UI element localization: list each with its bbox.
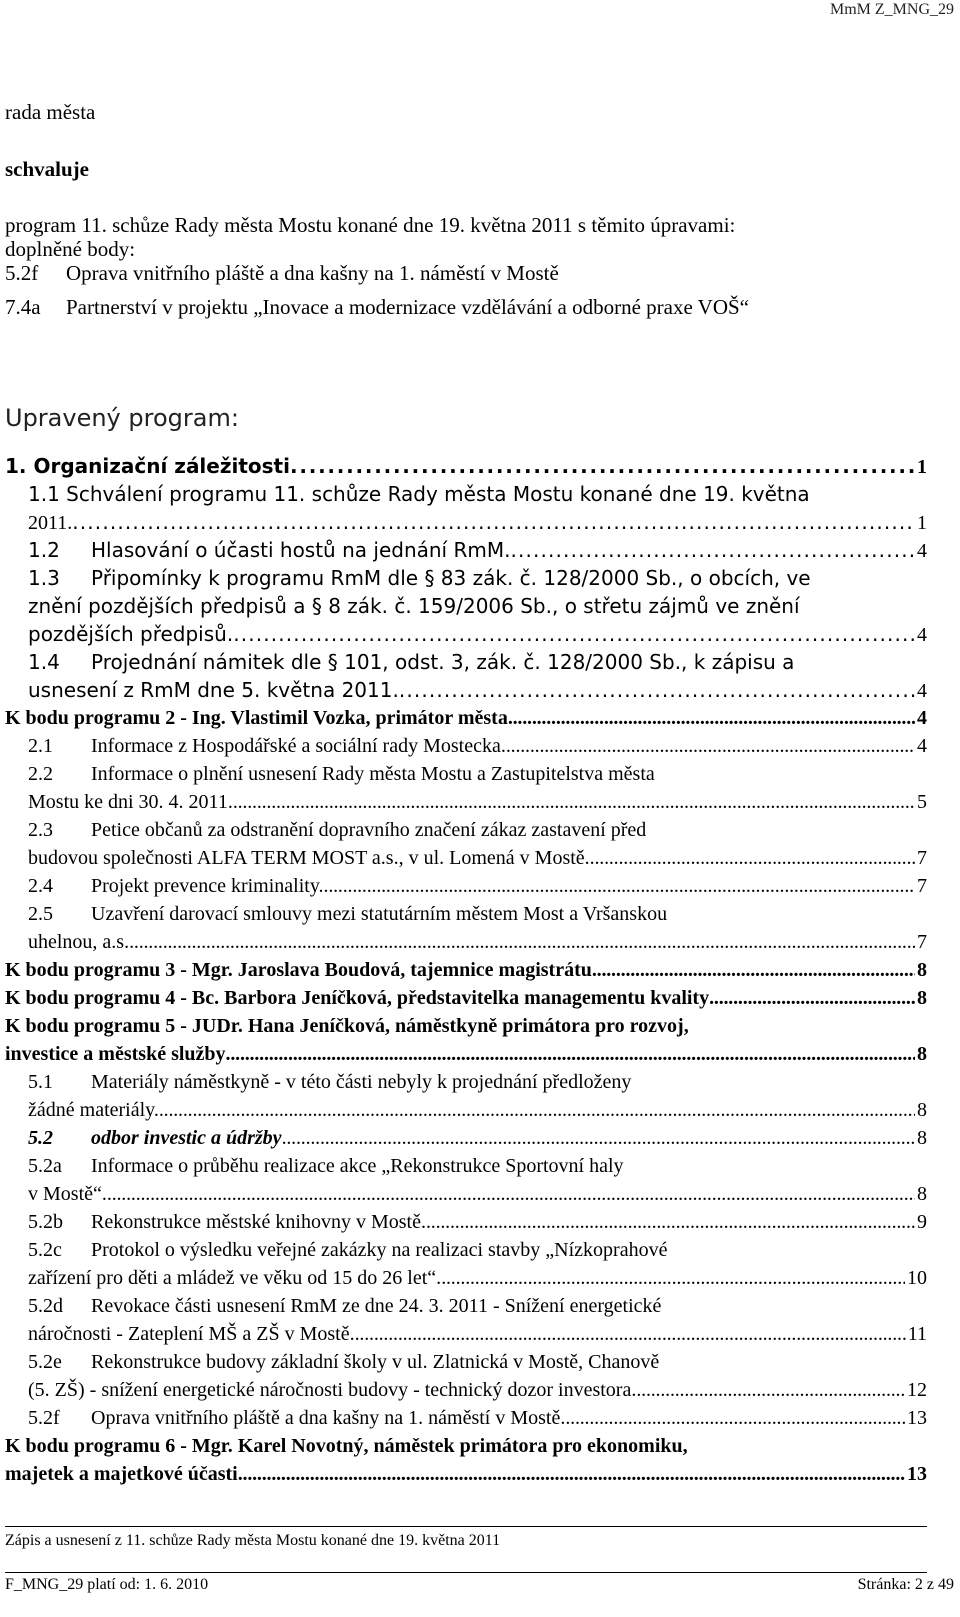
toc-entry-number: 2.4 xyxy=(28,875,53,897)
toc-entry-title: K bodu programu 3 - Mgr. Jaroslava Boudová, tajemnice magistrátu xyxy=(5,959,592,981)
toc-entry-title: K bodu programu 2 - Ing. Vlastimil Vozka, primátor města xyxy=(5,707,508,729)
toc-entry-title: Rekonstrukce městské knihovny v Mostě. xyxy=(91,1211,426,1233)
added-item xyxy=(5,261,559,285)
toc-entry-continuation[interactable] xyxy=(5,676,927,704)
toc-entry-continuation[interactable] xyxy=(5,1040,927,1068)
toc-entry[interactable] xyxy=(5,1404,927,1432)
toc-entry[interactable] xyxy=(5,1124,927,1152)
toc-leader xyxy=(282,1124,915,1152)
toc-entry[interactable] xyxy=(5,1068,927,1096)
toc-page-number: 5 xyxy=(917,791,927,813)
toc-page-number: 8 xyxy=(917,1099,927,1121)
toc-entry-title: Revokace části usnesení RmM ze dne 24. 3. 2011 - Snížení energetické xyxy=(91,1295,662,1317)
toc-entry[interactable] xyxy=(5,1152,927,1180)
toc-entry-title: Oprava vnitřního pláště a dna kašny na 1. náměstí v Mostě. xyxy=(91,1407,566,1429)
toc-entry[interactable] xyxy=(5,872,927,900)
toc-page-number: 13 xyxy=(907,1463,927,1485)
toc-leader xyxy=(510,536,915,564)
toc-page-number: 8 xyxy=(917,987,927,1009)
toc-page-number: 4 xyxy=(917,680,927,702)
toc-leader xyxy=(226,1040,915,1068)
toc-leader xyxy=(508,704,915,732)
toc-entry-title: majetek a majetkové účasti xyxy=(5,1463,238,1485)
toc-entry-continuation[interactable] xyxy=(5,788,927,816)
toc-entry-title: Mostu ke dni 30. 4. 2011. xyxy=(28,791,233,813)
footer-divider xyxy=(5,1526,927,1527)
added-item xyxy=(5,295,749,319)
toc-entry[interactable] xyxy=(5,984,927,1012)
toc-page-number: 11 xyxy=(907,1323,927,1345)
toc-entry-title: 1.1 Schválení programu 11. schůze Rady města Mostu konané dne 19. května xyxy=(28,482,810,506)
toc-page-number: 7 xyxy=(917,931,927,953)
toc-entry-continuation[interactable] xyxy=(5,1264,927,1292)
toc-entry-title: pozdějších předpisů. xyxy=(28,622,234,646)
toc-page-number: 4 xyxy=(917,707,927,729)
added-item-number: 5.2f xyxy=(5,261,39,285)
toc-entry-continuation[interactable] xyxy=(5,508,927,536)
toc-entry-title: K bodu programu 4 - Bc. Barbora Jeníčková, představitelka managementu kvality xyxy=(5,987,710,1009)
toc-leader xyxy=(233,620,915,648)
toc-entry-title: Petice občanů za odstranění dopravního značení zákaz zastavení před xyxy=(91,819,647,841)
toc-entry-title: Hlasování o účasti hostů na jednání RmM. xyxy=(91,538,511,562)
toc-leader xyxy=(426,1208,915,1236)
footer-divider xyxy=(5,1572,927,1573)
toc-entry-number: 5.2b xyxy=(28,1211,63,1233)
toc-entry-number: 5.2d xyxy=(28,1295,63,1317)
toc-leader xyxy=(441,1264,905,1292)
footer-title: Zápis a usnesení z 11. schůze Rady města Mostu konané dne 19. května 2011 xyxy=(5,1532,501,1549)
toc-entry[interactable] xyxy=(5,1348,927,1376)
toc-leader xyxy=(590,844,915,872)
toc-entry-continuation[interactable] xyxy=(5,928,927,956)
toc-entry-title: K bodu programu 5 - JUDr. Hana Jeníčková, náměstkyně primátora pro rozvoj, xyxy=(5,1015,689,1037)
toc-entry-title: Připomínky k programu RmM dle § 83 zák. č. 128/2000 Sb., o obcích, ve xyxy=(91,566,811,590)
toc-entry-title: Protokol o výsledku veřejné zakázky na realizaci stavby „Nízkoprahové xyxy=(91,1239,668,1261)
toc-leader xyxy=(290,452,915,480)
toc-leader xyxy=(399,676,915,704)
toc-entry-title: K bodu programu 6 - Mgr. Karel Novotný, náměstek primátora pro ekonomiku, xyxy=(5,1435,688,1457)
toc-entry-number: 5.2c xyxy=(28,1239,62,1261)
toc-entry-title: (5. ZŠ) - snížení energetické náročnosti budovy - technický dozor investora. xyxy=(28,1379,637,1401)
toc-entry-number: 1.4 xyxy=(28,650,60,674)
toc-entry-title: odbor investic a údržby xyxy=(91,1127,282,1149)
toc-entry-number: 2.3 xyxy=(28,819,53,841)
toc-entry-title: Uzavření darovací smlouvy mezi statutárním městem Most a Vršanskou xyxy=(91,903,668,925)
toc-entry-title: náročnosti - Zateplení MŠ a ZŠ v Mostě. xyxy=(28,1323,355,1345)
added-items-label: doplněné body: xyxy=(5,237,136,261)
toc-entry-number: 2.2 xyxy=(28,763,53,785)
toc-page-number: 12 xyxy=(907,1379,927,1401)
toc-page-number: 8 xyxy=(917,1127,927,1149)
toc-page-number: 7 xyxy=(917,847,927,869)
toc-entry-continuation[interactable] xyxy=(5,1180,927,1208)
toc-entry-title: Rekonstrukce budovy základní školy v ul. Zlatnická v Mostě, Chanově xyxy=(91,1351,660,1373)
toc-entry-title: uhelnou, a.s. xyxy=(28,931,130,953)
toc-entry[interactable] xyxy=(5,816,927,844)
toc-leader xyxy=(355,1320,906,1348)
toc-entry-title: Informace o plnění usnesení Rady města Mostu a Zastupitelstva města xyxy=(91,763,655,785)
toc-page-number: 1 xyxy=(917,456,927,478)
toc-leader xyxy=(565,1404,905,1432)
toc-entry[interactable] xyxy=(5,760,927,788)
toc-entry[interactable] xyxy=(5,480,927,508)
toc-entry-continuation[interactable] xyxy=(5,1376,927,1404)
toc-page-number: 4 xyxy=(917,540,927,562)
toc-page-number: 1 xyxy=(917,512,927,534)
toc-entry-title: investice a městské služby xyxy=(5,1043,226,1065)
toc-entry-continuation[interactable] xyxy=(5,1460,927,1488)
toc-entry[interactable] xyxy=(5,900,927,928)
toc-entry-title: 1. Organizační záležitosti xyxy=(5,454,290,478)
toc-entry-continuation[interactable] xyxy=(5,620,927,648)
toc-entry[interactable] xyxy=(5,704,927,732)
toc-leader xyxy=(107,1180,915,1208)
document-code: MmM Z_MNG_29 xyxy=(829,1,954,18)
toc-leader xyxy=(324,872,915,900)
toc-entry-title: budovou společnosti ALFA TERM MOST a.s., v ul. Lomená v Mostě. xyxy=(28,847,590,869)
program-sentence: program 11. schůze Rady města Mostu konané dne 19. května 2011 s těmito úpravami: xyxy=(5,213,736,237)
toc-leader xyxy=(238,1460,905,1488)
toc-leader xyxy=(592,956,915,984)
toc-entry-number: 5.1 xyxy=(28,1071,53,1093)
toc-leader xyxy=(636,1376,905,1404)
toc-entry-title: 2011. xyxy=(28,512,73,534)
toc-entry-title: Informace o průběhu realizace akce „Rekonstrukce Sportovní haly xyxy=(91,1155,624,1177)
toc-entry-continuation[interactable] xyxy=(5,1096,927,1124)
toc-page-number: 10 xyxy=(907,1267,927,1289)
toc-entry-number: 2.5 xyxy=(28,903,53,925)
toc-entry-title: Projednání námitek dle § 101, odst. 3, zák. č. 128/2000 Sb., k zápisu a xyxy=(91,650,795,674)
toc-leader xyxy=(72,508,915,536)
toc-leader xyxy=(129,928,915,956)
toc-entry-number: 1.2 xyxy=(28,538,60,562)
toc-entry[interactable] xyxy=(5,1292,927,1320)
toc-entry-title: v Mostě“. xyxy=(28,1183,107,1205)
toc-page-number: 4 xyxy=(917,735,927,757)
toc-entry-number: 5.2e xyxy=(28,1351,62,1373)
revised-program-heading: Upravený program: xyxy=(5,404,239,432)
added-item-text: Partnerství v projektu „Inovace a modernizace vzdělávání a odborné praxe VOŠ“ xyxy=(66,295,750,319)
toc-page-number: 13 xyxy=(907,1407,927,1429)
toc-entry-continuation[interactable] xyxy=(5,592,927,620)
toc-leader xyxy=(233,788,915,816)
toc-leader xyxy=(709,984,915,1012)
toc-entry-title: Materiály náměstkyně - v této části nebyly k projednání předloženy xyxy=(91,1071,632,1093)
toc-entry-number: 5.2f xyxy=(28,1407,60,1429)
toc-page-number: 4 xyxy=(917,624,927,646)
toc-entry-number: 5.2 xyxy=(28,1127,53,1149)
toc-entry[interactable] xyxy=(5,1236,927,1264)
toc-entry-title: Informace z Hospodářské a sociální rady Mostecka. xyxy=(91,735,506,757)
toc-entry-title: zařízení pro děti a mládež ve věku od 15 do 26 let“. xyxy=(28,1267,442,1289)
toc-entry[interactable] xyxy=(5,1012,927,1040)
toc-entry[interactable] xyxy=(5,1208,927,1236)
toc-leader xyxy=(159,1096,915,1124)
toc-leader xyxy=(506,732,915,760)
toc-entry-title: usnesení z RmM dne 5. května 2011. xyxy=(28,678,399,702)
toc-page-number: 7 xyxy=(917,875,927,897)
toc-entry-continuation[interactable] xyxy=(5,844,927,872)
toc-entry-continuation[interactable] xyxy=(5,1320,927,1348)
toc-entry[interactable] xyxy=(5,732,927,760)
toc-entry[interactable] xyxy=(5,956,927,984)
toc-entry-title: znění pozdějších předpisů a § 8 zák. č. 159/2006 Sb., o střetu zájmů ve znění xyxy=(28,594,800,618)
added-item-number: 7.4a xyxy=(5,295,41,319)
toc-entry[interactable] xyxy=(5,564,927,592)
toc-entry-title: žádné materiály. xyxy=(28,1099,159,1121)
toc-entry-number: 1.3 xyxy=(28,566,60,590)
toc-page-number: 9 xyxy=(917,1211,927,1233)
footer-validity: F_MNG_29 platí od: 1. 6. 2010 xyxy=(5,1576,209,1593)
toc-entry[interactable] xyxy=(5,648,927,676)
toc-entry-number: 2.1 xyxy=(28,735,53,757)
toc-page-number: 8 xyxy=(917,1183,927,1205)
toc-entry[interactable] xyxy=(5,536,927,564)
toc-entry-number: 5.2a xyxy=(28,1155,62,1177)
toc-entry[interactable] xyxy=(5,452,927,480)
toc-entry-title: Projekt prevence kriminality. xyxy=(91,875,324,897)
toc-page-number: 8 xyxy=(917,959,927,981)
toc-page-number: 8 xyxy=(917,1043,927,1065)
added-item-text: Oprava vnitřního pláště a dna kašny na 1. náměstí v Mostě xyxy=(66,261,559,285)
council-label: rada města xyxy=(5,100,96,124)
toc-entry[interactable] xyxy=(5,1432,927,1460)
approves-label: schvaluje xyxy=(5,157,89,181)
footer-page-number: Stránka: 2 z 49 xyxy=(857,1576,954,1593)
